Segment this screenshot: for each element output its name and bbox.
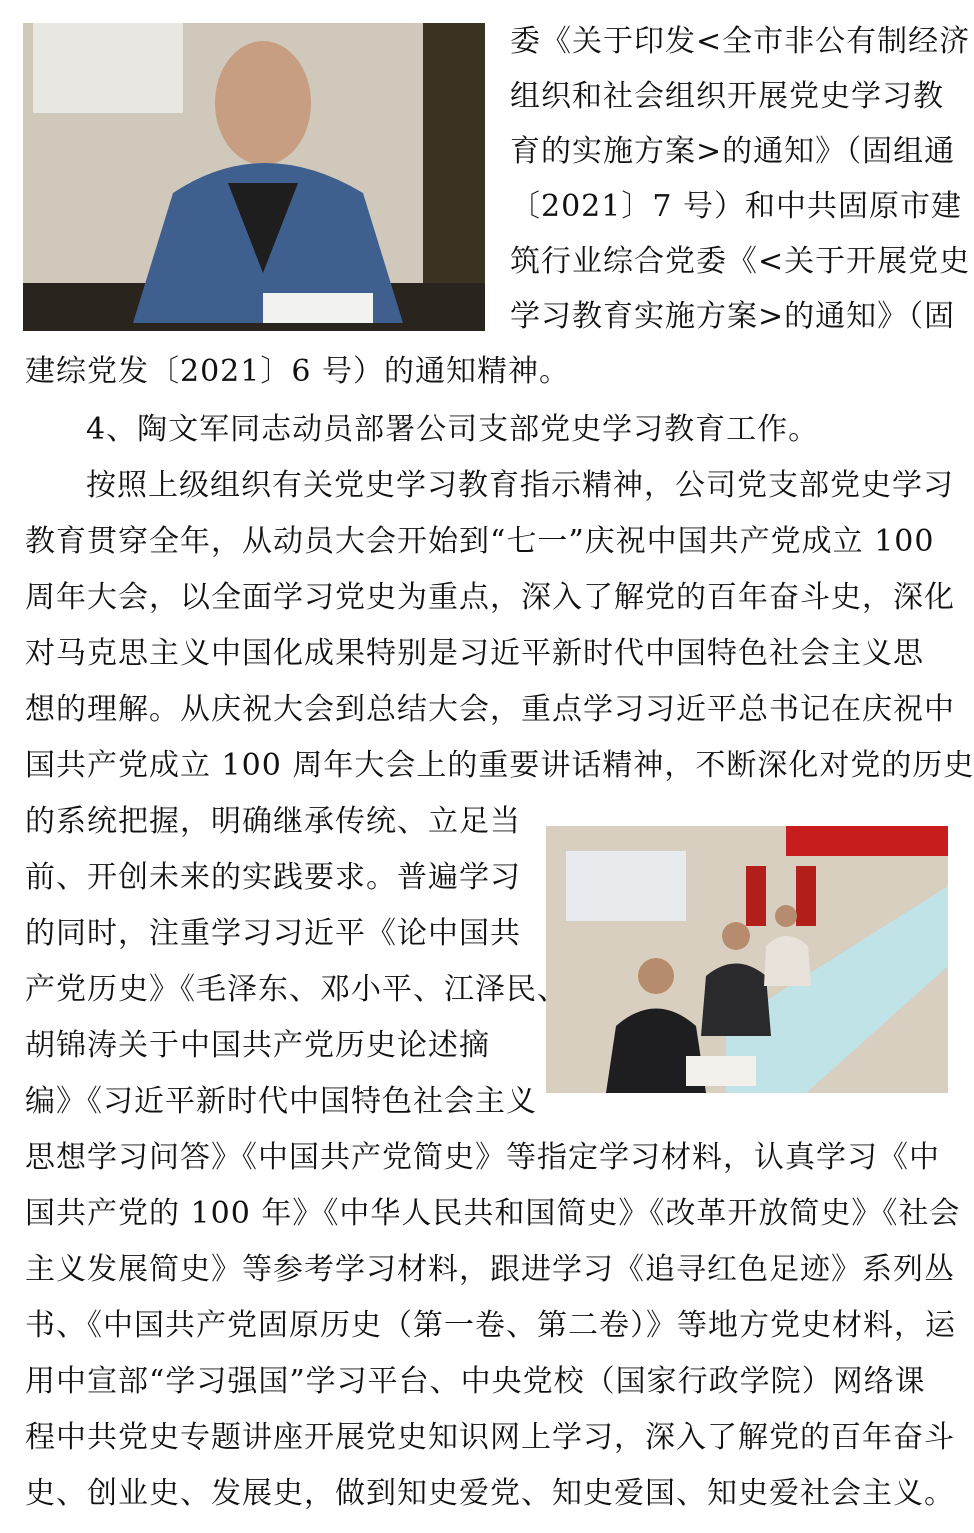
text-line: 主义发展简史》等参考学习材料，跟进学习《追寻红色足迹》系列丛 [25, 1252, 955, 1287]
text-line: 对马克思主义中国化成果特别是习近平新时代中国特色社会主义思 [25, 636, 924, 671]
text-line: 产党历史》《毛泽东、邓小平、江泽民、 [25, 972, 568, 1007]
text-line: 委《关于印发<全市非公有制经济 [510, 24, 971, 59]
text-line: 的同时，注重学习习近平《论中国共 [25, 916, 521, 951]
text-line: 胡锦涛关于中国共产党历史论述摘 [25, 1028, 490, 1063]
text-line: 程中共党史专题讲座开展党史知识网上学习，深入了解党的百年奋斗 [25, 1420, 955, 1455]
photo-man-reading-icon [23, 23, 485, 331]
text-line: 组织和社会组织开展党史学习教 [510, 79, 944, 114]
photo-meeting-room [546, 826, 948, 1093]
text-line: 编》《习近平新时代中国特色社会主义 [25, 1084, 537, 1119]
text-line: 史、创业史、发展史，做到知史爱党、知史爱国、知史爱社会主义。 [25, 1476, 955, 1511]
text-line: 书、《中国共产党固原历史（第一卷、第二卷）》等地方党史材料，运 [25, 1308, 956, 1343]
text-line: 教育贯穿全年，从动员大会开始到“七一”庆祝中国共产党成立 100 [25, 524, 935, 559]
text-line: 的系统把握，明确继承传统、立足当 [25, 804, 521, 839]
text-line: 思想学习问答》《中国共产党简史》等指定学习材料，认真学习《中 [25, 1140, 940, 1175]
text-line: 想的理解。从庆祝大会到总结大会，重点学习习近平总书记在庆祝中 [25, 692, 955, 727]
text-line: 建综党发〔2021〕6 号）的通知精神。 [25, 354, 570, 389]
text-line: 4、陶文军同志动员部署公司支部党史学习教育工作。 [86, 412, 820, 447]
text-line: 用中宣部“学习强国”学习平台、中央党校（国家行政学院）网络课 [25, 1364, 926, 1399]
photo-meeting-room-icon [546, 826, 948, 1093]
text-line: 学习教育实施方案>的通知》（固 [510, 299, 956, 334]
text-line: 国共产党的 100 年》《中华人民共和国简史》《改革开放简史》《社会 [25, 1196, 961, 1231]
text-line: 育的实施方案>的通知》（固组通 [510, 134, 956, 169]
photo-man-reading [23, 23, 485, 331]
text-line: 筑行业综合党委《<关于开展党史 [510, 244, 971, 279]
text-line: 〔2021〕7 号）和中共固原市建 [510, 189, 962, 224]
text-line: 按照上级组织有关党史学习教育指示精神，公司党支部党史学习 [86, 468, 954, 503]
text-line: 周年大会，以全面学习党史为重点，深入了解党的百年奋斗史，深化 [25, 580, 955, 615]
text-line: 前、开创未来的实践要求。普遍学习 [25, 860, 521, 895]
text-line: 国共产党成立 100 周年大会上的重要讲话精神，不断深化对党的历史 [25, 748, 974, 783]
